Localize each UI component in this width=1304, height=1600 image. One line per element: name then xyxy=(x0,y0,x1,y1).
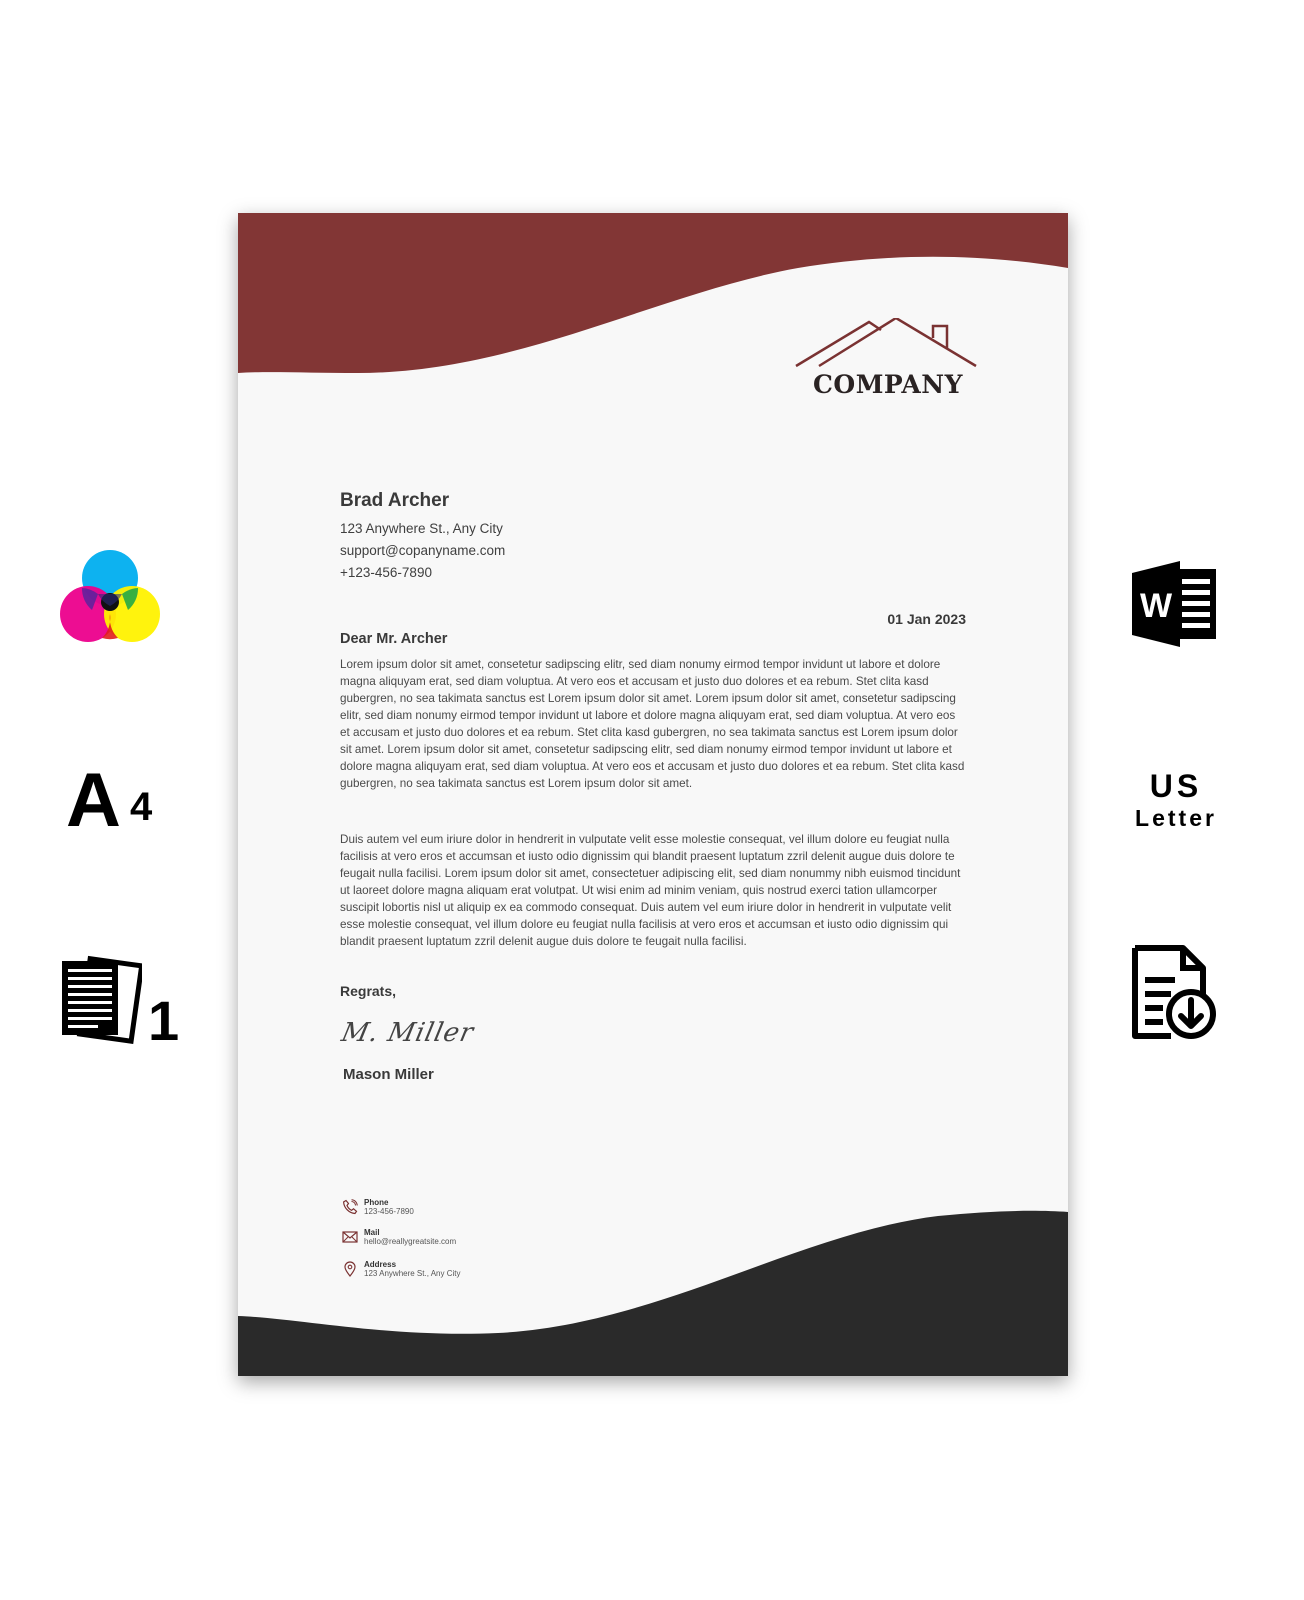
sender-email: support@copanyname.com xyxy=(340,543,506,558)
contact-value: hello@reallygreatsite.com xyxy=(364,1237,457,1246)
sender-phone: +123-456-7890 xyxy=(340,565,432,580)
signature: M. Miller xyxy=(338,1018,477,1048)
house-roof-icon xyxy=(793,318,983,378)
salutation: Dear Mr. Archer xyxy=(340,631,448,647)
contact-label: Mail xyxy=(364,1228,380,1237)
contact-label: Address xyxy=(364,1260,397,1269)
letter-date: 01 Jan 2023 xyxy=(887,611,966,627)
contact-value: 123-456-7890 xyxy=(364,1207,414,1216)
phone-icon xyxy=(342,1199,358,1215)
svg-text:W: W xyxy=(1140,587,1173,625)
us-letter-top: US xyxy=(1149,768,1203,804)
body-paragraph-2: Duis autem vel eum iriure dolor in hendrerit in vulputate velit esse molestie consequat, vel illum dolore eu feugiat nulla facilisis at vero eros et accumsan et iusto odio dignissim qui blandit praesent luptatum zzril delenit augue duis dolore te feugait nulla facilisi. Lorem ipsum dolor sit amet, consectetuer adipiscing elit, sed diam nonummy nibh euismod tincidunt ut laoreet dolore magna aliquam erat volutpat. Ut wisi enim ad minim veniam, quis nostrud exerci tation ullamcorper suscipit lobortis nisl ut aliquip ex ea commodo consequat. Duis autem vel eum iriure dolor in hendrerit in vulputate velit esse molestie consequat, vel illum dolore eu feugiat nulla facilisis at vero eros et accumsan et iusto odio dignissim qui blandit praesent luptatum zzril delenit augue duis dolore te feugait nulla facilisi. xyxy=(340,833,961,948)
paper-size-letter: A xyxy=(66,758,121,843)
signer-name: Mason Miller xyxy=(343,1066,434,1083)
body-paragraph-1: Lorem ipsum dolor sit amet, consetetur sadipscing elitr, sed diam nonumy eirmod tempor invidunt ut labore et dolore magna aliquyam erat, sed diam voluptua. At vero eos et accusam et justo duo dolores et ea rebum. Stet clita kasd gubergren, no sea takimata sanctus est Lorem ipsum dolor sit amet. Lorem ipsum dolor sit amet, consetetur sadipscing elitr, sed diam nonumy eirmod tempor invidunt ut labore et dolore magna aliquyam erat, sed diam voluptua. At vero eos et accusam et justo duo dolores et ea rebum. Stet clita kasd gubergren, no sea takimata sanctus est Lorem ipsum dolor sit amet. Lorem ipsum dolor sit amet, consetetur sadipscing elitr, sed diam nonumy eirmod tempor invidunt ut labore et dolore magna aliquyam erat, sed diam voluptua. At vero eos et accusam et justo duo dolores et ea rebum. Stet clita kasd gubergren, no sea takimata sanctus est Lorem ipsum dolor sit amet. xyxy=(340,658,965,790)
sender-address: 123 Anywhere St., Any City xyxy=(340,521,503,536)
sender-block xyxy=(340,490,505,584)
letterhead-page xyxy=(238,213,1068,1376)
file-download-icon xyxy=(1131,944,1217,1040)
sender-name: Brad Archer xyxy=(340,490,450,511)
paper-size-number: 4 xyxy=(130,785,153,829)
company-name: COMPANY xyxy=(813,370,963,399)
contact-value: 123 Anywhere St., Any City xyxy=(364,1269,461,1278)
us-letter-bottom: Letter xyxy=(1135,805,1217,831)
contact-label: Phone xyxy=(364,1198,389,1207)
paper-size-a4-badge xyxy=(66,758,176,843)
closing: Regrats, xyxy=(340,983,397,999)
stacked-pages-icon xyxy=(58,955,142,1045)
company-logo xyxy=(793,318,983,408)
pages-count: 1 xyxy=(148,989,180,1052)
cmy-circles-icon xyxy=(58,548,162,652)
us-letter-badge xyxy=(1126,768,1226,832)
location-pin-icon xyxy=(342,1261,358,1277)
mail-icon xyxy=(342,1229,358,1245)
word-document-icon xyxy=(1130,559,1220,649)
